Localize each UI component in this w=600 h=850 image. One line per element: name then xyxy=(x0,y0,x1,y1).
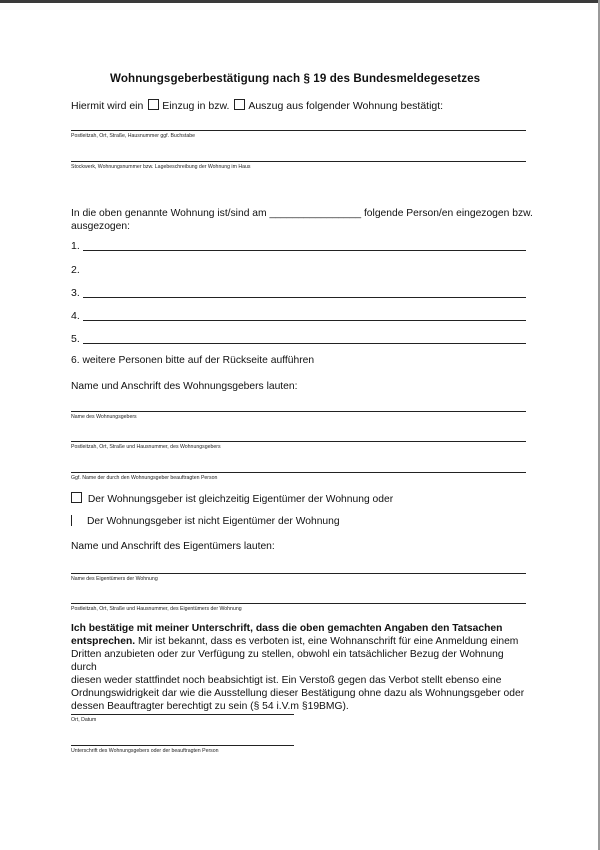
landlord-address-caption: Postleitzah, Ort, Straße und Hausnummer, des Wohnungsgebers xyxy=(71,444,221,450)
person-number-3: 3. xyxy=(71,287,80,299)
einzug-label: Einzug in bzw. xyxy=(162,100,230,112)
landlord-address-field[interactable] xyxy=(71,441,526,442)
persons-intro-line2: ausgezogen: xyxy=(71,221,130,232)
persons-intro-line1: In die oben genannte Wohnung ist/sind am ________________ folgende Person/en eingezogen bzw. xyxy=(71,208,533,219)
place-date-caption: Ort, Datum xyxy=(71,717,97,723)
declaration-text-line3: Dritten anzubieten oder zur Verfügung zu stellen, obwohl ein tatsächlicher Bezug der Wohnung durch xyxy=(71,649,504,673)
declaration-line2 xyxy=(71,635,531,648)
owner-name-field[interactable] xyxy=(71,573,526,574)
auszug-checkbox[interactable] xyxy=(234,99,245,110)
auszug-label: Auszug aus folgender Wohnung bestätigt: xyxy=(248,100,444,112)
owner-name-caption: Name des Eigentümers der Wohnung xyxy=(71,576,158,582)
floor-field[interactable] xyxy=(71,161,526,162)
landlord-name-field[interactable] xyxy=(71,411,526,412)
declaration-bold-line1: Ich bestätige mit meiner Unterschrift, dass die oben gemachten Angaben den Tatsachen xyxy=(71,623,503,634)
declaration-paragraph xyxy=(71,622,531,713)
declaration-text-line6: dessen Beauftragter berechtigt zu sein (§ 54 i.V.m §19BMG). xyxy=(71,701,349,712)
person-number-2: 2. xyxy=(71,264,80,276)
einzug-checkbox[interactable] xyxy=(148,99,159,110)
owner-address-field[interactable] xyxy=(71,603,526,604)
owner-address-caption: Postleitzah, Ort, Straße und Hausnummer, des Eigentümers der Wohnung xyxy=(71,606,242,612)
owner-heading: Name und Anschrift des Eigentümers lauten: xyxy=(71,541,275,552)
floor-caption: Stockwerk, Wohnungsnummer bzw. Lagebeschreibung der Wohnung im Haus xyxy=(71,164,251,170)
address-field[interactable] xyxy=(71,130,526,131)
person-number-4: 4. xyxy=(71,310,80,322)
place-date-field[interactable] xyxy=(71,714,294,715)
declaration-bold-line2: entsprechen. xyxy=(71,636,136,647)
owner-option xyxy=(71,492,393,506)
signature-field[interactable] xyxy=(71,745,294,746)
person-field-4[interactable] xyxy=(83,320,526,321)
agent-caption: Ggf. Name der durch den Wohnungsgeber beauftragten Person xyxy=(71,475,218,481)
agent-field[interactable] xyxy=(71,472,526,473)
intro-line xyxy=(71,99,443,112)
intro-text: Hiermit wird ein xyxy=(71,100,144,112)
person-field-3[interactable] xyxy=(83,297,526,298)
not-owner-option-label: Der Wohnungsgeber ist nicht Eigentümer der Wohnung xyxy=(87,516,340,527)
person-number-5: 5. xyxy=(71,333,80,345)
more-persons-note: 6. weitere Personen bitte auf der Rückseite aufführen xyxy=(71,355,315,363)
person-field-5[interactable] xyxy=(83,343,526,344)
owner-option-label: Der Wohnungsgeber ist gleichzeitig Eigentümer der Wohnung oder xyxy=(87,494,394,505)
not-owner-checkbox[interactable] xyxy=(71,515,72,526)
form-title: Wohnungsgeberbestätigung nach § 19 des Bundesmeldegesetzes xyxy=(110,72,481,85)
address-caption: Postleitzah, Ort, Straße, Hausnummer ggf. Buchstabe xyxy=(71,133,195,139)
declaration-text-line4: diesen weder stattfindet noch beabsichtigt ist. Ein Verstoß gegen das Verbot stellt ebenso eine xyxy=(71,675,502,686)
landlord-heading: Name und Anschrift des Wohnungsgebers lauten: xyxy=(71,381,298,392)
declaration-text-line2: Mir ist bekannt, dass es verboten ist, eine Wohnanschrift für eine Anmeldung einem xyxy=(135,636,519,647)
signature-caption: Unterschrift des Wohnungsgebers oder der beauftragten Person xyxy=(71,748,219,754)
person-field-1[interactable] xyxy=(83,250,526,251)
person-number-1: 1. xyxy=(71,240,80,252)
landlord-name-caption: Name des Wohnungsgebers xyxy=(71,414,137,420)
declaration-text-line5: Ordnungswidrigkeit dar wie die Ausstellung dieser Bestätigung ohne dazu als Wohnungsgeber oder xyxy=(71,688,525,699)
owner-checkbox[interactable] xyxy=(71,492,82,503)
